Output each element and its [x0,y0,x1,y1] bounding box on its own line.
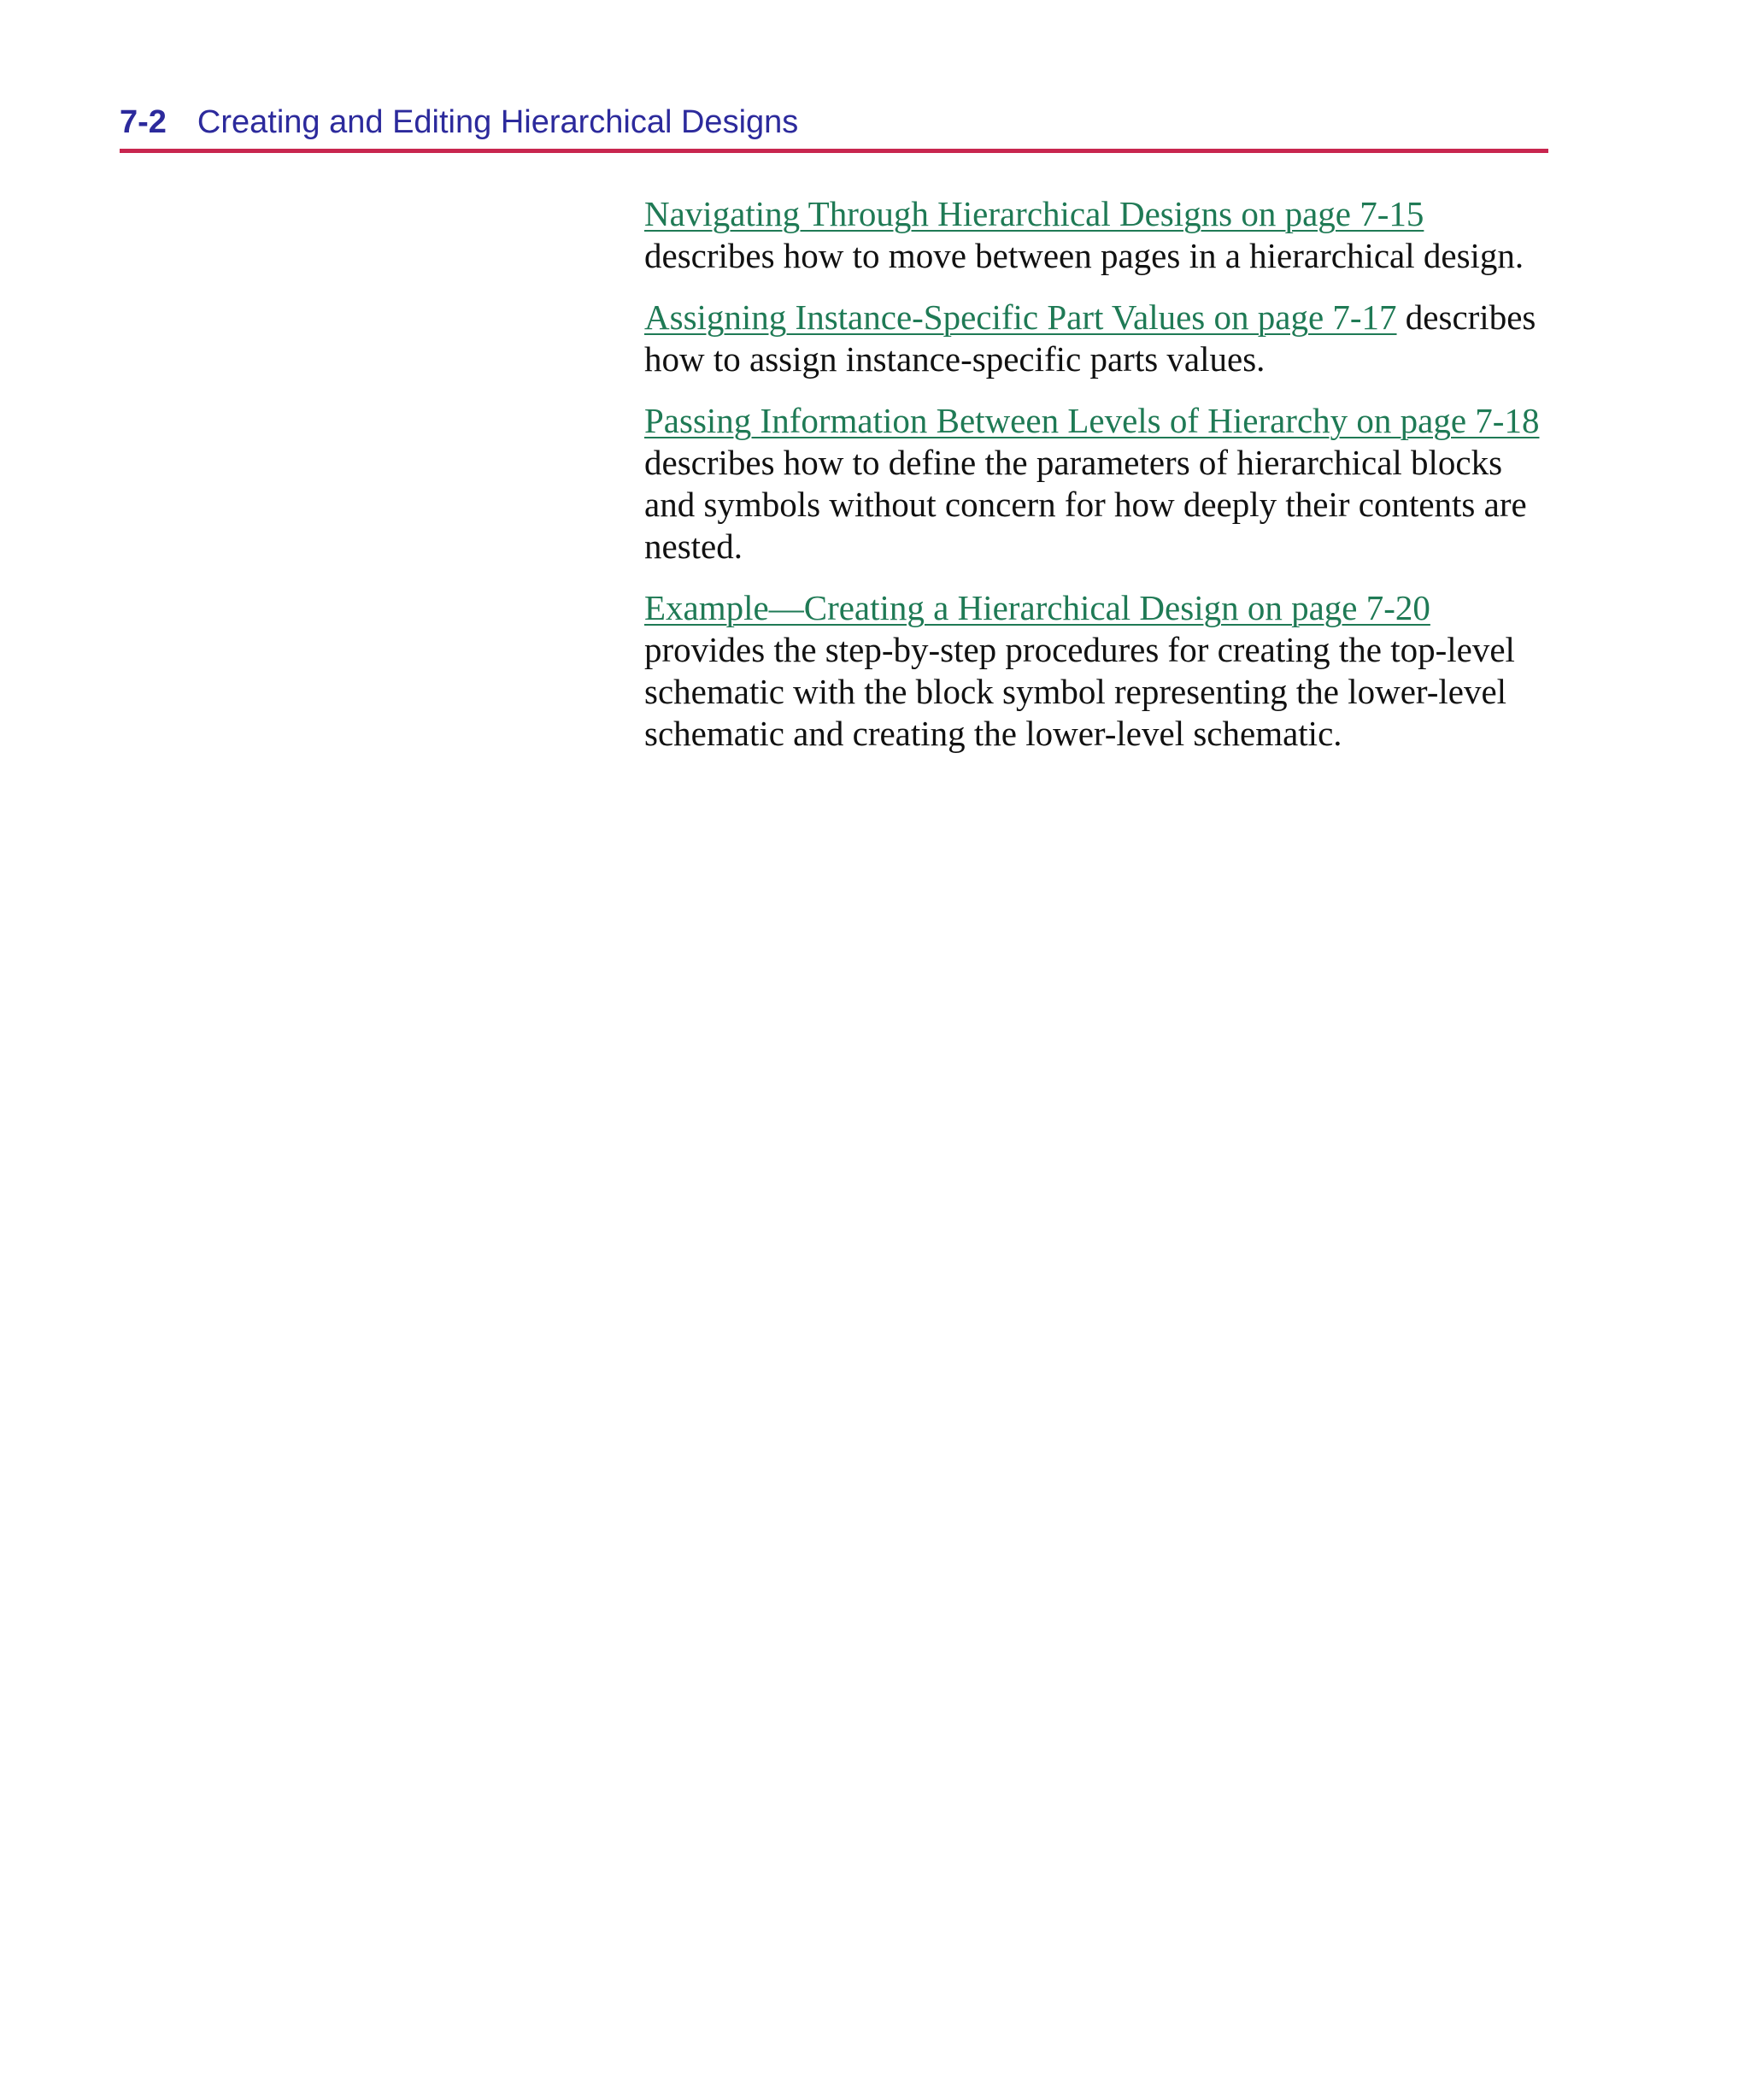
paragraph-text: describes how to define the parameters of hierarchical blocks and symbols without concern for how deeply their contents are nested. [644,443,1527,566]
paragraph-text: describes how to assign instance-specific parts values. [644,297,1536,379]
paragraph-navigating [644,193,1559,277]
page-number: 7-2 [120,104,167,140]
body-content [644,193,1559,774]
paragraph-assigning [644,297,1559,380]
xref-link-assigning[interactable]: Assigning Instance-Specific Part Values on page 7-17 [644,297,1397,337]
paragraph-text: provides the step-by-step procedures for creating the top-level schematic with the block symbol representing the lower-level schematic and creating the lower-level schematic. [644,630,1515,753]
xref-link-navigating[interactable]: Navigating Through Hierarchical Designs on page 7-15 [644,194,1424,233]
chapter-title: Creating and Editing Hierarchical Designs [197,104,799,140]
paragraph-passing [644,400,1559,568]
header-rule [120,149,1548,153]
page-header [120,104,1548,152]
xref-link-example[interactable]: Example—Creating a Hierarchical Design on page 7-20 [644,588,1430,627]
paragraph-text: describes how to move between pages in a hierarchical design. [644,236,1524,275]
xref-link-passing[interactable]: Passing Information Between Levels of Hierarchy on page 7-18 [644,401,1540,440]
paragraph-example [644,587,1559,755]
